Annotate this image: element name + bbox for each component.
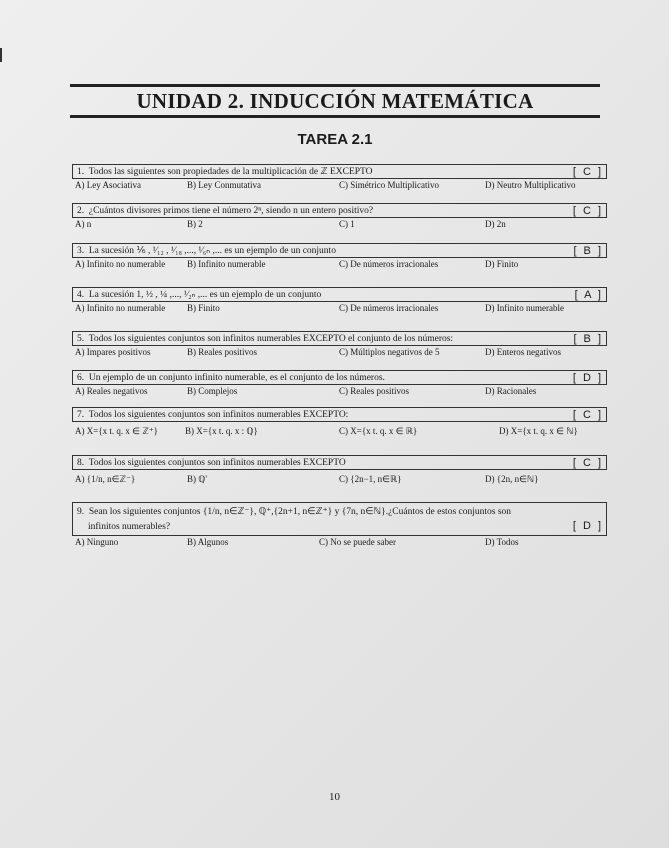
question-text: Un ejemplo de un conjunto infinito numerable, es el conjunto de los números.	[88, 373, 385, 383]
option-b: B) Complejos	[187, 386, 238, 396]
question-box	[72, 502, 607, 536]
question-number: 9.	[77, 507, 85, 517]
answer-mark: [ D ]	[572, 372, 603, 384]
option-d: D) Enteros negativos	[485, 347, 561, 357]
question-box	[72, 455, 607, 470]
option-c: C) Múltiplos negativos de 5	[339, 347, 440, 357]
option-a: A) Infinito no numerable	[75, 259, 166, 269]
answer-mark: [ D ]	[572, 520, 603, 532]
question-box	[72, 164, 607, 179]
option-a: A) Ley Asociativa	[75, 180, 141, 190]
answer-mark: [ C ]	[572, 166, 603, 178]
question-box	[72, 407, 607, 422]
question-number: 2.	[77, 206, 85, 216]
option-c: C) X={x t. q. x ∈ ℝ}	[339, 426, 418, 436]
question-text: La sucesión ⅙ , ¹⁄₁₂ , ¹⁄₁₈ ,..., ¹⁄₆ₙ ,... es un ejemplo de un conjunto	[88, 246, 336, 256]
answer-mark: [ B ]	[573, 333, 603, 345]
option-d: D) X={x t. q. x ∈ ℕ}	[499, 426, 578, 436]
option-c: C) De números irracionales	[339, 259, 439, 269]
title-rule-top	[70, 84, 600, 87]
answer-mark: [ B ]	[573, 245, 603, 257]
option-d: D) Racionales	[485, 386, 537, 396]
option-b: B) ℚ'	[187, 474, 207, 484]
option-c: C) Simétrico Multiplicativo	[339, 180, 439, 190]
question-text: La sucesión 1, ½ , ¼ ,..., ¹⁄₂ₙ ,... es un ejemplo de un conjunto	[88, 290, 322, 300]
options-row	[72, 346, 607, 359]
question-text: ¿Cuántos divisores primos tiene el número 2ⁿ, siendo n un entero positivo?	[88, 206, 374, 216]
options-row	[72, 385, 607, 398]
option-c: C) No se puede saber	[319, 537, 396, 547]
option-d: D) {2n, n∈ℕ}	[485, 474, 539, 484]
task-title: TAREA 2.1	[297, 131, 373, 148]
question-number: 4.	[77, 290, 85, 300]
option-b: B) Algunos	[187, 537, 229, 547]
option-b: B) Infinito numerable	[187, 259, 266, 269]
question-box	[72, 370, 607, 385]
option-b: B) 2	[187, 219, 203, 229]
answer-mark: [ C ]	[572, 409, 603, 421]
question-text: Sean los siguientes conjuntos {1/n, n∈ℤ⁻}, ℚ⁺,{2n+1, n∈ℤ⁺} y {7n, n∈ℕ}.¿Cuántos de estos conjuntos son	[88, 507, 512, 517]
option-a: A) {1/n, n∈ℤ⁻}	[75, 474, 136, 484]
question-number: 7.	[77, 410, 85, 420]
option-d: D) Infinito numerable	[485, 303, 564, 313]
option-c: C) 1	[339, 219, 355, 229]
option-a: A) n	[75, 219, 92, 229]
question-text: Todos los siguientes conjuntos son infinitos numerables EXCEPTO:	[88, 410, 349, 420]
question-2	[72, 203, 607, 231]
question-box	[72, 203, 607, 218]
question-6	[72, 370, 607, 398]
options-row	[72, 258, 607, 271]
options-row	[72, 302, 607, 315]
binding-mark	[0, 48, 2, 62]
option-d: D) 2n	[485, 219, 506, 229]
question-number: 1.	[77, 167, 85, 177]
option-c: C) Reales positivos	[339, 386, 409, 396]
option-c: C) De números irracionales	[339, 303, 439, 313]
option-d: D) Todos	[485, 537, 519, 547]
option-b: B) Ley Conmutativa	[187, 180, 261, 190]
option-d: D) Neutro Multiplicativo	[485, 180, 576, 190]
question-text: Todos las siguientes son propiedades de la multiplicación de ℤ EXCEPTO	[88, 167, 373, 177]
option-d: D) Finito	[485, 259, 519, 269]
option-b: B) X={x t. q. x : ℚ}	[185, 426, 258, 436]
question-text-continued: infinitos numerables?	[88, 522, 171, 532]
question-1	[72, 164, 607, 192]
question-5	[72, 331, 607, 359]
options-row	[72, 422, 607, 440]
question-box	[72, 331, 607, 346]
options-row	[72, 470, 607, 488]
question-8	[72, 455, 607, 488]
question-box	[72, 243, 607, 258]
option-c: C) {2n−1, n∈ℝ}	[339, 474, 402, 484]
page-number: 10	[329, 791, 340, 803]
question-text: Todos los siguientes conjuntos son infinitos numerables EXCEPTO el conjunto de los números:	[88, 334, 454, 344]
question-number: 6.	[77, 373, 85, 383]
question-4	[72, 287, 607, 315]
option-b: B) Finito	[187, 303, 220, 313]
question-7	[72, 407, 607, 440]
question-3	[72, 243, 607, 271]
options-row	[72, 179, 607, 192]
answer-mark: [ C ]	[572, 457, 603, 469]
option-a: A) Reales negativos	[75, 386, 148, 396]
unit-title: UNIDAD 2. INDUCCIÓN MATEMÁTICA	[136, 89, 534, 113]
question-number: 8.	[77, 458, 85, 468]
option-b: B) Reales positivos	[187, 347, 257, 357]
option-a: A) Ninguno	[75, 537, 119, 547]
option-a: A) Impares positivos	[75, 347, 151, 357]
option-a: A) Infinito no numerable	[75, 303, 166, 313]
question-9	[72, 502, 607, 549]
answer-mark: [ A ]	[574, 289, 603, 301]
option-a: A) X={x t. q. x ∈ ℤ⁺}	[75, 426, 159, 436]
question-box	[72, 287, 607, 302]
options-row	[72, 536, 607, 549]
question-number: 5.	[77, 334, 85, 344]
question-text: Todos los siguientes conjuntos son infinitos numerables EXCEPTO	[88, 458, 346, 468]
question-number: 3.	[77, 246, 85, 256]
title-rule-bottom	[70, 115, 600, 118]
answer-mark: [ C ]	[572, 205, 603, 217]
options-row	[72, 218, 607, 231]
